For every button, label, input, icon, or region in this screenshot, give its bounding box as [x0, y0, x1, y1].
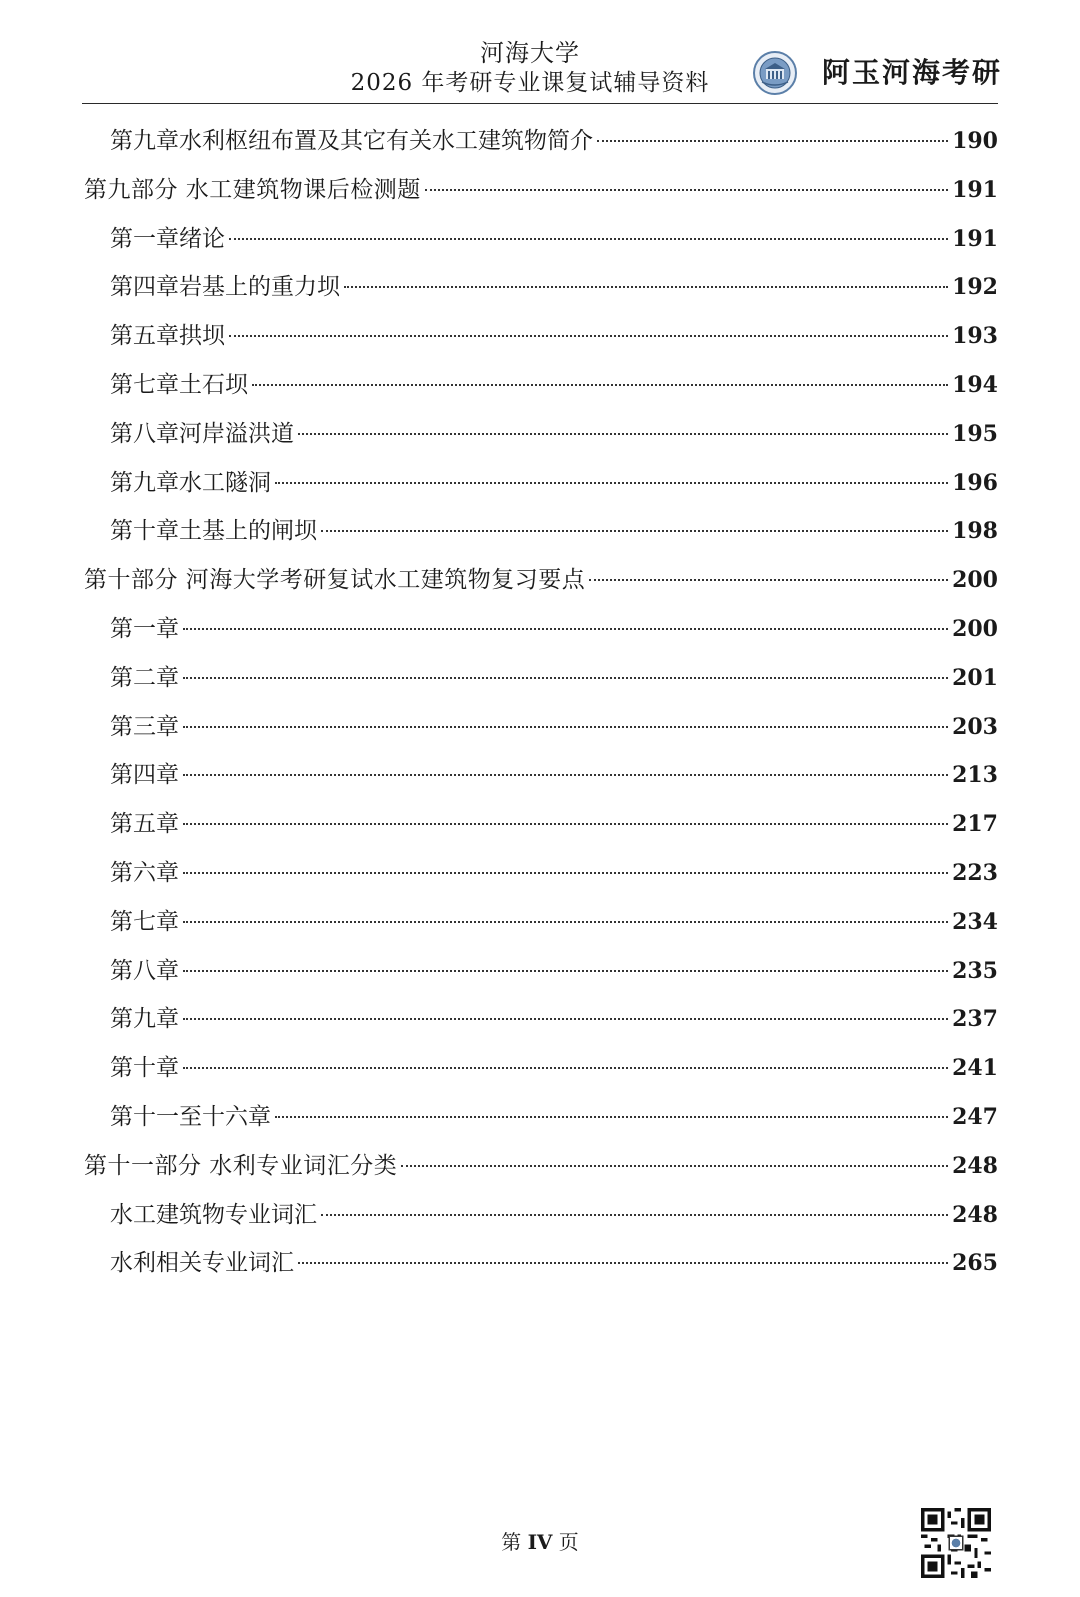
toc-chapter-row	[84, 1093, 998, 1142]
header-title-block	[330, 38, 730, 98]
toc-dot-leader	[183, 823, 948, 825]
toc-entry-title: 第九章	[110, 1006, 179, 1033]
toc-dot-leader	[298, 433, 948, 435]
toc-entry-page-number: 247	[952, 1103, 998, 1130]
toc-dot-leader	[275, 1116, 948, 1118]
toc-dot-leader	[229, 335, 948, 337]
toc-entry-page-number: 237	[952, 1006, 998, 1033]
toc-entry-title: 第五章拱坝	[110, 323, 225, 350]
header-university: 河海大学	[480, 39, 580, 67]
toc-entry-page-number: 235	[952, 957, 998, 984]
toc-entry-title: 第十一至十六章	[110, 1103, 271, 1130]
toc-entry-title: 第十部分 河海大学考研复试水工建筑物复习要点	[84, 567, 586, 594]
toc-dot-leader	[597, 140, 948, 142]
toc-entry-title: 水工建筑物专业词汇	[110, 1201, 317, 1228]
toc-entry-page-number: 200	[952, 567, 998, 594]
page-number-value: IV	[527, 1530, 553, 1554]
toc-chapter-row	[84, 898, 998, 947]
toc-chapter-row	[84, 849, 998, 898]
toc-dot-leader	[229, 238, 948, 240]
toc-entry-title: 第九部分 水工建筑物课后检测题	[84, 176, 421, 203]
toc-entry-page-number: 265	[952, 1250, 998, 1277]
toc-dot-leader	[183, 921, 948, 923]
toc-chapter-row	[84, 507, 998, 556]
toc-entry-page-number: 217	[952, 811, 998, 838]
toc-entry-page-number: 241	[952, 1055, 998, 1082]
toc-entry-page-number: 191	[952, 225, 998, 252]
toc-part-row	[84, 556, 998, 605]
toc-dot-leader	[183, 677, 948, 679]
toc-dot-leader	[183, 1067, 948, 1069]
qr-code-icon	[921, 1508, 991, 1578]
toc-chapter-row	[84, 995, 998, 1044]
toc-entry-title: 第一章	[110, 615, 179, 642]
toc-chapter-row	[84, 947, 998, 996]
toc-entry-page-number: 223	[952, 859, 998, 886]
toc-dot-leader	[183, 872, 948, 874]
toc-entry-page-number: 234	[952, 908, 998, 935]
toc-chapter-row	[84, 751, 998, 800]
toc-chapter-row	[84, 800, 998, 849]
toc-entry-title: 第四章	[110, 762, 179, 789]
toc-entry-title: 第四章岩基上的重力坝	[110, 274, 340, 301]
toc-entry-page-number: 200	[952, 615, 998, 642]
toc-dot-leader	[183, 628, 948, 630]
page-number	[0, 1526, 1080, 1555]
toc-chapter-row	[84, 312, 998, 361]
page-header	[0, 0, 1080, 110]
toc-dot-leader	[589, 579, 948, 581]
toc-entry-title: 第十章	[110, 1055, 179, 1082]
toc-dot-leader	[252, 384, 948, 386]
toc-entry-title: 水利相关专业词汇	[110, 1250, 294, 1277]
toc-dot-leader	[321, 530, 948, 532]
page-number-suffix: 页	[552, 1530, 579, 1554]
table-of-contents	[84, 117, 998, 1288]
toc-chapter-row	[84, 263, 998, 312]
toc-entry-title: 第六章	[110, 859, 179, 886]
toc-entry-page-number: 248	[952, 1201, 998, 1228]
university-seal-icon	[752, 50, 798, 96]
toc-entry-page-number: 190	[952, 128, 998, 154]
toc-chapter-row	[84, 361, 998, 410]
toc-chapter-row	[84, 215, 998, 264]
toc-entry-title: 第十章土基上的闸坝	[110, 518, 317, 545]
toc-entry-title: 第五章	[110, 811, 179, 838]
toc-chapter-row	[84, 703, 998, 752]
toc-entry-title: 第七章土石坝	[110, 371, 248, 398]
toc-dot-leader	[183, 726, 948, 728]
toc-chapter-row	[84, 654, 998, 703]
toc-entry-title: 第八章河岸溢洪道	[110, 420, 294, 447]
header-divider	[82, 103, 998, 104]
toc-chapter-row	[84, 605, 998, 654]
toc-entry-title: 第八章	[110, 957, 179, 984]
toc-dot-leader	[183, 1018, 948, 1020]
toc-dot-leader	[298, 1262, 948, 1264]
toc-dot-leader	[425, 189, 948, 191]
toc-chapter-row	[84, 117, 998, 166]
toc-dot-leader	[183, 774, 948, 776]
toc-chapter-row	[84, 1239, 998, 1288]
brand-name: 阿玉河海考研	[822, 56, 1003, 89]
toc-part-row	[84, 166, 998, 215]
toc-chapter-row	[84, 1044, 998, 1093]
toc-chapter-row	[84, 459, 998, 508]
toc-entry-page-number: 198	[952, 518, 998, 545]
toc-entry-title: 第九章水工隧洞	[110, 469, 271, 496]
toc-entry-title: 第二章	[110, 664, 179, 691]
toc-entry-title: 第十一部分 水利专业词汇分类	[84, 1152, 398, 1179]
toc-entry-page-number: 201	[952, 664, 998, 691]
toc-chapter-row	[84, 410, 998, 459]
page-number-prefix: 第	[501, 1530, 528, 1554]
toc-entry-page-number: 193	[952, 323, 998, 350]
toc-entry-page-number: 195	[952, 420, 998, 447]
toc-part-row	[84, 1142, 998, 1191]
toc-dot-leader	[275, 482, 948, 484]
toc-entry-page-number: 192	[952, 274, 998, 301]
toc-entry-page-number: 203	[952, 713, 998, 740]
toc-entry-title: 第七章	[110, 908, 179, 935]
toc-entry-page-number: 248	[952, 1152, 998, 1179]
toc-entry-title: 第一章绪论	[110, 225, 225, 252]
toc-dot-leader	[321, 1214, 948, 1216]
toc-chapter-row	[84, 1191, 998, 1240]
header-subtitle: 2026 年考研专业课复试辅导资料	[350, 70, 710, 96]
toc-dot-leader	[401, 1165, 948, 1167]
toc-entry-title: 第九章水利枢纽布置及其它有关水工建筑物简介	[110, 128, 593, 154]
toc-dot-leader	[183, 970, 948, 972]
toc-dot-leader	[344, 286, 948, 288]
toc-entry-title: 第三章	[110, 713, 179, 740]
toc-entry-page-number: 194	[952, 371, 998, 398]
toc-entry-page-number: 213	[952, 762, 998, 789]
toc-entry-page-number: 196	[952, 469, 998, 496]
toc-entry-page-number: 191	[952, 176, 998, 203]
